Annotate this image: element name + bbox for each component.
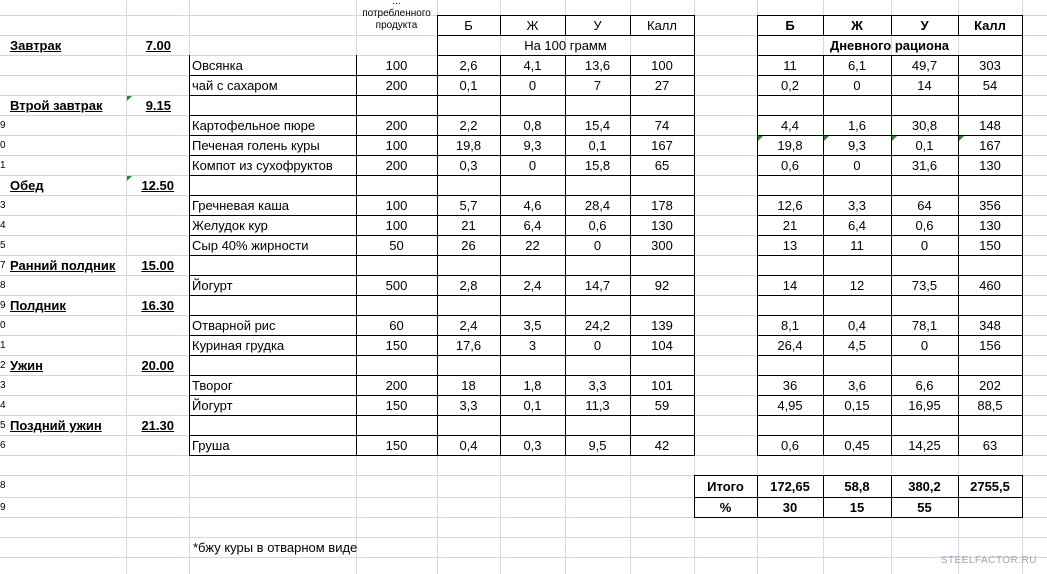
food-db-cell: 4,4: [780, 118, 800, 133]
food-kcal-cell: 104: [651, 338, 673, 353]
food-u-cell: 24,2: [584, 318, 611, 333]
food-qty-cell: 100: [385, 218, 408, 233]
food-name: Творог: [192, 378, 233, 393]
food-b-cell: 0,3: [459, 158, 478, 173]
food-kcal-cell: 300: [651, 238, 673, 253]
daily-col-header-u: У: [920, 18, 929, 33]
meal-time: 9.15: [145, 98, 171, 113]
food-name: чай с сахаром: [192, 78, 278, 93]
food-kcal-cell: 92: [654, 278, 670, 293]
food-kcal-cell: 130: [651, 218, 673, 233]
food-u-cell: 9,5: [588, 438, 607, 453]
row-number: 5: [0, 240, 6, 251]
food-zh-cell: 6,4: [523, 218, 542, 233]
row-number: 3: [0, 200, 6, 211]
food-b-cell: 5,7: [459, 198, 478, 213]
food-b-cell: 2,2: [459, 118, 478, 133]
food-du-cell: 16,95: [908, 398, 941, 413]
total-b: 172,65: [770, 479, 810, 494]
food-du-cell: 6,6: [915, 378, 934, 393]
food-dkcal-cell: 356: [979, 198, 1001, 213]
meal-time: 15.00: [141, 258, 174, 273]
food-b-cell: 0,1: [459, 78, 478, 93]
food-u-cell: 0,1: [588, 138, 607, 153]
total-zh: 58,8: [844, 479, 870, 494]
food-du-cell: 78,1: [911, 318, 938, 333]
food-db-cell: 0,6: [780, 158, 800, 173]
food-name: Компот из сухофруктов: [192, 158, 333, 173]
row-number: 0: [0, 140, 6, 151]
percent-u: 55: [917, 500, 932, 515]
food-dzh-cell: 3,3: [847, 198, 867, 213]
food-zh-cell: 4,6: [523, 198, 542, 213]
food-u-cell: 7: [593, 78, 602, 93]
food-zh-cell: 0,8: [523, 118, 542, 133]
food-qty-cell: 60: [389, 318, 404, 333]
per-100g-caption: На 100 грамм: [524, 38, 607, 53]
food-dkcal-cell: 54: [982, 78, 998, 93]
percent-b: 30: [782, 500, 798, 515]
total-kcal: 2755,5: [970, 479, 1010, 494]
food-dzh-cell: 0: [853, 78, 861, 93]
food-dzh-cell: 0,4: [847, 318, 867, 333]
food-u-cell: 28,4: [584, 198, 611, 213]
food-du-cell: 14,25: [908, 438, 941, 453]
food-u-cell: 0: [593, 238, 602, 253]
food-b-cell: 0,4: [459, 438, 478, 453]
food-b-cell: 3,3: [459, 398, 478, 413]
food-name: Йогурт: [192, 398, 233, 413]
food-qty-cell: 150: [385, 398, 408, 413]
food-zh-cell: 0: [528, 78, 537, 93]
food-b-cell: 2,6: [459, 58, 478, 73]
food-du-cell: 31,6: [911, 158, 938, 173]
food-dzh-cell: 9,3: [847, 138, 867, 153]
food-u-cell: 14,7: [584, 278, 611, 293]
meal-time: 16.30: [141, 298, 174, 313]
food-dzh-cell: 6,4: [847, 218, 867, 233]
food-name: Йогурт: [192, 278, 233, 293]
food-name: Отварной рис: [192, 318, 276, 333]
food-u-cell: 3,3: [588, 378, 607, 393]
food-qty-cell: 500: [385, 278, 408, 293]
row-number: 0: [0, 320, 6, 331]
food-kcal-cell: 27: [654, 78, 670, 93]
food-u-cell: 15,4: [584, 118, 611, 133]
food-db-cell: 13: [782, 238, 798, 253]
food-qty-cell: 150: [385, 438, 408, 453]
footnote: *бжу куры в отварном виде: [193, 540, 358, 555]
meal-name: Ранний полдник: [10, 258, 116, 273]
food-dkcal-cell: 348: [979, 318, 1001, 333]
food-dkcal-cell: 303: [979, 58, 1001, 73]
row-number: 4: [0, 400, 6, 411]
food-u-cell: 15,8: [584, 158, 611, 173]
row-number: 7: [0, 260, 6, 271]
meal-name: Обед: [10, 178, 44, 193]
food-name: Куриная грудка: [192, 338, 285, 353]
food-dzh-cell: 1,6: [847, 118, 867, 133]
food-kcal-cell: 178: [651, 198, 673, 213]
cell-comment-marker: [127, 176, 132, 181]
food-dzh-cell: 0: [853, 158, 861, 173]
food-zh-cell: 3: [528, 338, 537, 353]
food-db-cell: 8,1: [780, 318, 800, 333]
food-b-cell: 2,8: [459, 278, 478, 293]
food-kcal-cell: 59: [654, 398, 670, 413]
food-du-cell: 0,6: [915, 218, 934, 233]
food-u-cell: 11,3: [585, 398, 610, 413]
food-name: Овсянка: [192, 58, 243, 73]
food-dzh-cell: 4,5: [847, 338, 867, 353]
food-u-cell: 0,6: [588, 218, 607, 233]
qty-header-top: потребленного: [362, 8, 431, 19]
row-number: 4: [0, 220, 6, 231]
col-header-zh: Ж: [526, 18, 539, 33]
daily-ration-caption: Дневного рациона: [829, 38, 950, 53]
row-number: 9: [0, 120, 6, 131]
food-zh-cell: 2,4: [523, 278, 542, 293]
meal-time: 21.30: [141, 418, 174, 433]
qty-header-cut: ...: [392, 0, 401, 7]
food-b-cell: 18: [461, 378, 476, 393]
food-b-cell: 2,4: [459, 318, 478, 333]
meal-name: Полдник: [10, 298, 66, 313]
daily-col-header-kcal: Калл: [974, 18, 1006, 33]
food-dzh-cell: 12: [849, 278, 865, 293]
food-dzh-cell: 0,45: [844, 438, 870, 453]
food-zh-cell: 3,5: [523, 318, 542, 333]
food-dzh-cell: 6,1: [847, 58, 867, 73]
totals-label: Итого: [707, 479, 744, 494]
row-number: 6: [0, 440, 6, 451]
food-dzh-cell: 11: [850, 238, 864, 253]
food-name: Желудок кур: [192, 218, 268, 233]
food-dzh-cell: 0,15: [844, 398, 870, 413]
food-b-cell: 26: [461, 238, 476, 253]
food-du-cell: 30,8: [911, 118, 938, 133]
food-b-cell: 21: [461, 218, 476, 233]
meal-name: Ужин: [10, 358, 43, 373]
food-du-cell: 73,5: [911, 278, 938, 293]
food-db-cell: 36: [782, 378, 798, 393]
food-zh-cell: 4,1: [523, 58, 542, 73]
daily-col-header-b: Б: [785, 18, 795, 33]
food-dkcal-cell: 130: [979, 158, 1001, 173]
food-db-cell: 0,2: [780, 78, 800, 93]
food-kcal-cell: 42: [654, 438, 670, 453]
qty-header-bottom: продукта: [375, 20, 418, 31]
food-qty-cell: 100: [385, 58, 408, 73]
cell-comment-marker: [127, 96, 132, 101]
row-number: 1: [0, 160, 6, 171]
food-name: Гречневая каша: [192, 198, 290, 213]
food-name: Груша: [192, 438, 230, 453]
food-zh-cell: 1,8: [523, 378, 542, 393]
food-kcal-cell: 101: [651, 378, 673, 393]
food-dkcal-cell: 202: [979, 378, 1001, 393]
food-db-cell: 0,6: [780, 438, 800, 453]
row-number: 1: [0, 340, 6, 351]
food-dkcal-cell: 156: [979, 338, 1001, 353]
meal-name: Поздний ужин: [10, 418, 102, 433]
food-dkcal-cell: 88,5: [977, 398, 1003, 413]
food-zh-cell: 0,1: [523, 398, 542, 413]
row-number: 9: [0, 502, 6, 513]
food-du-cell: 0: [920, 238, 929, 253]
meal-name: Завтрак: [10, 38, 62, 53]
food-du-cell: 0: [920, 338, 929, 353]
food-db-cell: 12,6: [777, 198, 803, 213]
daily-col-header-zh: Ж: [851, 18, 863, 33]
food-db-cell: 14: [782, 278, 798, 293]
food-db-cell: 19,8: [777, 138, 803, 153]
food-zh-cell: 0,3: [523, 438, 542, 453]
meal-name: Втрой завтрак: [10, 98, 103, 113]
food-qty-cell: 200: [385, 158, 408, 173]
food-qty-cell: 200: [385, 378, 408, 393]
food-dkcal-cell: 148: [979, 118, 1001, 133]
food-zh-cell: 22: [525, 238, 540, 253]
meal-time: 20.00: [141, 358, 174, 373]
food-kcal-cell: 167: [651, 138, 673, 153]
food-u-cell: 13,6: [584, 58, 611, 73]
food-b-cell: 17,6: [455, 338, 482, 353]
food-qty-cell: 200: [385, 118, 408, 133]
food-zh-cell: 0: [528, 158, 537, 173]
food-kcal-cell: 65: [654, 158, 670, 173]
food-qty-cell: 150: [385, 338, 408, 353]
food-qty-cell: 100: [385, 138, 408, 153]
food-dkcal-cell: 460: [979, 278, 1001, 293]
col-header-b: Б: [464, 18, 473, 33]
meal-time: 7.00: [145, 38, 171, 53]
food-db-cell: 21: [782, 218, 798, 233]
food-db-cell: 11: [783, 58, 797, 73]
food-kcal-cell: 139: [651, 318, 673, 333]
food-dkcal-cell: 167: [979, 138, 1001, 153]
food-name: Сыр 40% жирности: [192, 238, 309, 253]
row-number: 2: [0, 360, 6, 371]
food-kcal-cell: 100: [651, 58, 673, 73]
food-du-cell: 0,1: [915, 138, 934, 153]
food-qty-cell: 200: [385, 78, 408, 93]
row-number: 8: [0, 480, 6, 491]
food-db-cell: 4,95: [777, 398, 803, 413]
food-dzh-cell: 3,6: [847, 378, 867, 393]
food-dkcal-cell: 63: [982, 438, 998, 453]
food-dkcal-cell: 150: [979, 238, 1001, 253]
percent-zh: 15: [849, 500, 865, 515]
food-du-cell: 64: [917, 198, 932, 213]
food-db-cell: 26,4: [777, 338, 803, 353]
col-header-kcal: Калл: [647, 18, 677, 33]
food-name: Печеная голень куры: [192, 138, 320, 153]
percent-label: %: [719, 500, 732, 515]
meal-time: 12.50: [141, 178, 174, 193]
food-du-cell: 49,7: [911, 58, 938, 73]
row-number: 9: [0, 300, 6, 311]
food-dkcal-cell: 130: [979, 218, 1001, 233]
food-qty-cell: 50: [389, 238, 404, 253]
food-zh-cell: 9,3: [523, 138, 542, 153]
row-number: 3: [0, 380, 6, 391]
food-qty-cell: 100: [385, 198, 408, 213]
food-b-cell: 19,8: [455, 138, 482, 153]
row-number: 5: [0, 420, 6, 431]
row-number: 8: [0, 280, 6, 291]
food-kcal-cell: 74: [654, 118, 670, 133]
col-header-u: У: [593, 18, 602, 33]
food-name: Картофельное пюре: [192, 118, 316, 133]
food-du-cell: 14: [917, 78, 932, 93]
food-u-cell: 0: [593, 338, 602, 353]
total-u: 380,2: [908, 479, 941, 494]
watermark: STEELFACTOR.RU: [940, 555, 1037, 566]
